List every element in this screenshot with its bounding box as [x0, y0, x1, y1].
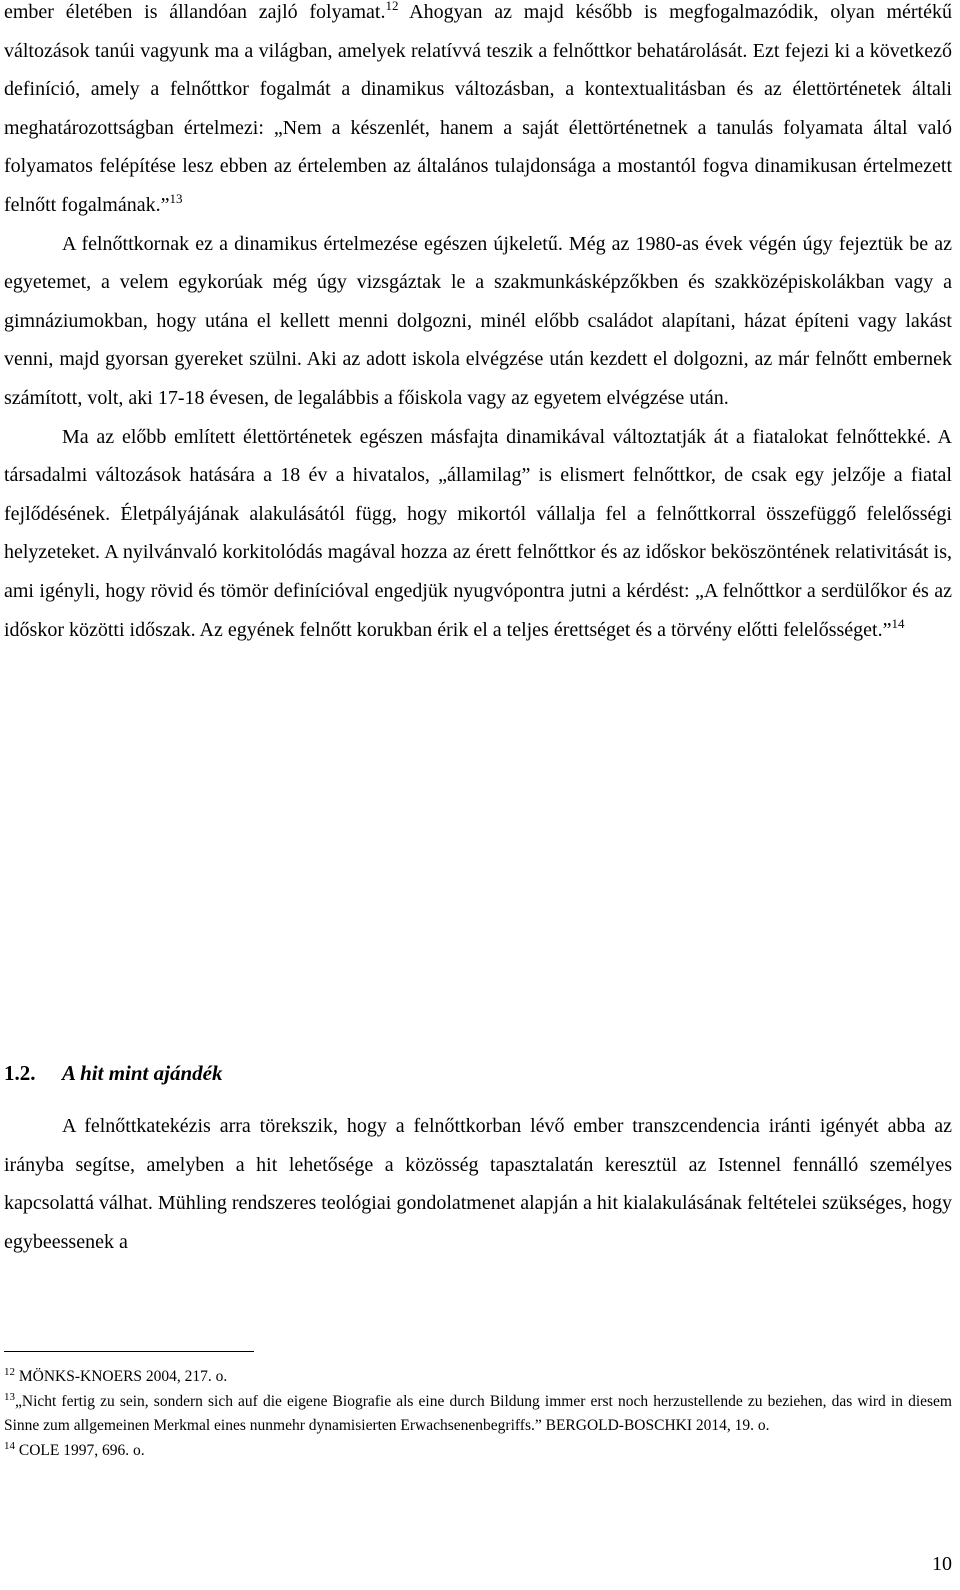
section-paragraph-1 — [4, 1107, 952, 1261]
footnote-ref-12[interactable]: 12 — [385, 0, 399, 13]
section-number: 1.2. — [4, 1061, 36, 1085]
paragraph-1-text-b: Ahogyan az majd később is megfogalmazódik, olyan mértékű változások tanúi vagyunk ma a világban, amelyek relatívvá teszik a felnőttkor behatárolását. Ezt fejezi ki a következő definíció, amely a felnőttkor fogalmát a dinamikus változásban, a kontextualitásban és az élettörténetek általi meghatározottságban értelmezi: „Nem a készenlét, hanem a saját élettörténetnek a tanulás folyamata által való folyamatos felépítése lesz ebben az értelemben az általános tulajdonsága a mostantól fogva dinamikusan értelmezett felnőtt fogalmának.” — [4, 1, 952, 216]
footnote-13 — [4, 1390, 952, 1439]
footnote-12 — [4, 1365, 952, 1390]
paragraph-3-text: Ma az előbb említett élettörténetek egészen másfajta dinamikával változtatják át a fiatalokat felnőttekké. A társadalmi változások hatására a 18 év a hivatalos, „államilag” is elismert felnőttkor, de csak egy jelzője a fiatal fejlődésének. Életpályájának alakulásától függ, hogy mikortól vállalja fel a felnőttkorral összefüggő felelősségi helyzeteket. A nyilvánvaló korkitolódás magával hozza az érett felnőttkor és az időskor beköszöntének relativitását is, ami igényli, hogy rövid és tömör definícióval engedjük nyugvópontra jutni a kérdést: „A felnőttkor a serdülőkor és az időskor közötti időszak. Az egyének felnőtt korukban érik el a teljes érettséget és a törvény előtti felelősséget.” — [4, 425, 952, 641]
footnote-text: COLE 1997, 696. o. — [18, 1441, 145, 1459]
section-body — [4, 1107, 952, 1261]
body-paragraph-3 — [4, 418, 952, 650]
footnote-number: 14 — [4, 1439, 15, 1452]
footnote-ref-13[interactable]: 13 — [169, 190, 183, 206]
footnote-number: 12 — [4, 1366, 15, 1378]
page-number: 10 — [932, 1553, 952, 1575]
paragraph-1-text-a: ember életében is állandóan zajló folyamat. — [4, 1, 386, 23]
footnote-ref-14[interactable]: 14 — [891, 615, 905, 631]
footnotes — [4, 1365, 952, 1463]
section-paragraph-1-text: A felnőttkatekézis arra törekszik, hogy a felnőttkorban lévő ember transzcendencia iránti igényét abba az irányba segítse, amelyben a hit lehetősége a közösség tapasztalatán keresztül az Istennel fennálló személyes kapcsolattá válhat. Mühling rendszeres teológiai gondolatmenet alapján a hit kialakulásának feltételei szükséges, hogy egybeessenek a — [4, 1115, 952, 1253]
footnote-number: 13 — [4, 1390, 15, 1403]
body-paragraph-2 — [4, 225, 952, 418]
paragraph-2-text: A felnőttkornak ez a dinamikus értelmezése egészen újkeletű. Még az 1980-as évek végén úgy fejeztük be az egyetemet, a velem egykorúak még úgy vizsgáztak le a szakmunkásképzőkben és szakközépiskolákban vagy a gimnáziumokban, hogy utána el kellett menni dolgozni, minél előbb családot alapítani, házat építeni vagy lakást venni, majd gyorsan gyereket szülni. Aki az adott iskola elvégzése után kezdett el dolgozni, az már felnőtt embernek számított, volt, aki 17-18 évesen, de legalábbis a főiskola vagy az egyetem elvégzése után. — [4, 232, 952, 409]
footnote-text: „Nicht fertig zu sein, sondern sich auf die eigene Biografie als eine durch Bildung immer erst noch herzustellende zu beziehen, das wird in diesem Sinne zum allgemeinen Merkmal eines nunmehr dynamisierten Erwachsenenbegriffs.” BERGOLD-BOSCHKI 2014, 19. o. — [4, 1392, 952, 1434]
footnote-text: MÖNKS-KNOERS 2004, 217. o. — [18, 1368, 228, 1385]
section-heading — [4, 1057, 222, 1089]
document-page — [4, 0, 952, 1575]
section-title: A hit mint ajándék — [62, 1061, 223, 1085]
body-paragraph-1 — [4, 0, 952, 225]
footnote-separator — [4, 1351, 254, 1352]
footnote-14 — [4, 1439, 952, 1464]
